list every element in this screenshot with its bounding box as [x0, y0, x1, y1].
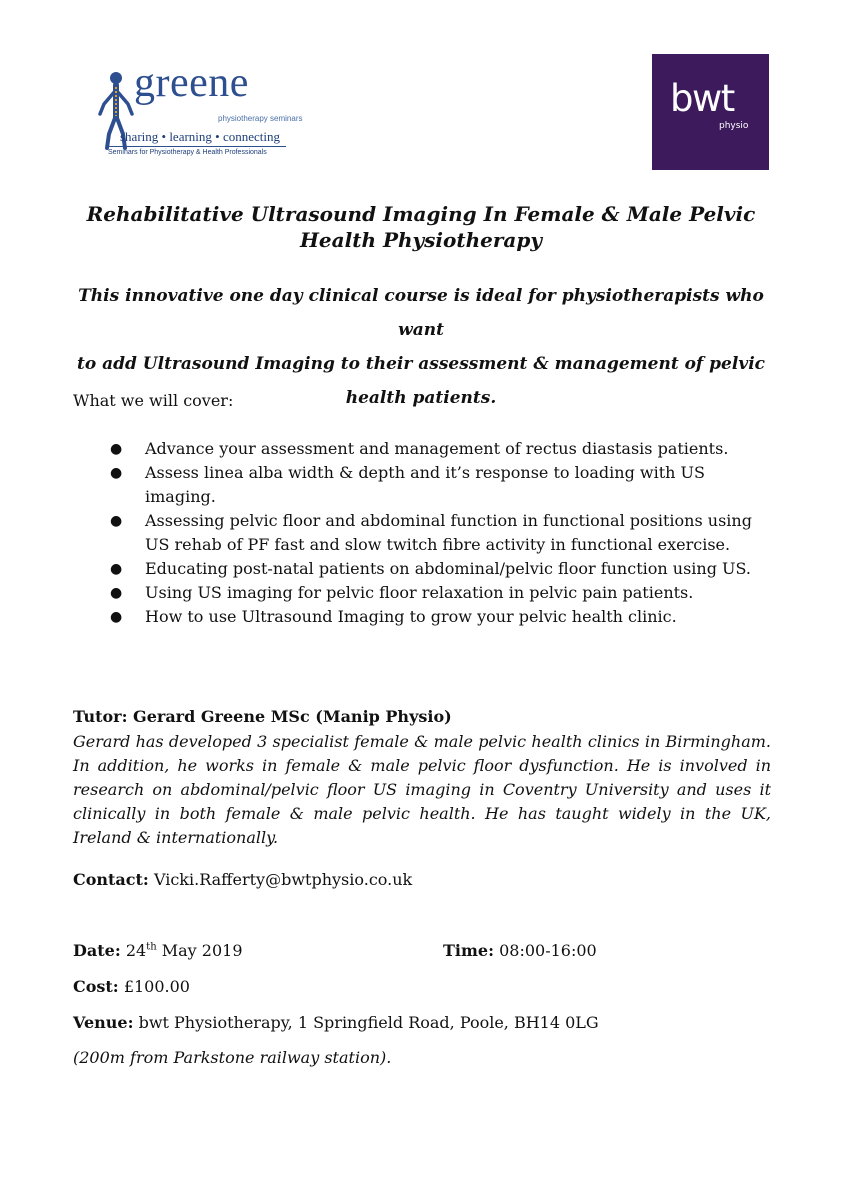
greene-subtitle: physiotherapy seminars: [218, 114, 303, 123]
cost-value: £100.00: [123, 977, 190, 996]
date-rest: May 2019: [161, 941, 243, 960]
cover-heading: What we will cover:: [73, 391, 234, 410]
bullet-icon: ●: [110, 609, 123, 625]
bullet-icon: ●: [110, 513, 123, 529]
venue-value: bwt Physiotherapy, 1 Springfield Road, Poole, BH14 0LG: [138, 1013, 599, 1032]
time-value: 08:00-16:00: [499, 941, 597, 960]
contact-email[interactable]: Vicki.Rafferty@bwtphysio.co.uk: [153, 870, 413, 889]
greene-logo: [96, 60, 303, 162]
date-line: [73, 941, 243, 960]
course-title: [60, 201, 782, 253]
greene-tagline: sharing • learning • connecting: [120, 129, 280, 144]
date-suffix: th: [146, 941, 157, 953]
list-item: ● Assessing pelvic floor and abdominal function in functional positions using US rehab of PF fast and slow twitch fibre activity in functional exercise.: [110, 511, 752, 554]
cover-list: [110, 437, 770, 629]
list-item: ● Using US imaging for pelvic floor relaxation in pelvic pain patients.: [110, 581, 770, 605]
bwt-logo: [652, 54, 769, 170]
cost-line: [73, 977, 190, 996]
time-label: Time:: [443, 941, 494, 960]
intro-line-1: This innovative one day clinical course is ideal for physiotherapists who want: [78, 286, 764, 340]
date-label: Date:: [73, 941, 121, 960]
time-line: [443, 941, 597, 960]
venue-label: Venue:: [73, 1013, 134, 1032]
date-day: 24: [125, 941, 147, 960]
tutor-heading: Tutor: Gerard Greene MSc (Manip Physio): [73, 707, 452, 726]
list-item: ● Advance your assessment and management of rectus diastasis patients.: [110, 437, 770, 461]
list-item: ● Assess linea alba width & depth and it’s response to loading with US imaging.: [110, 463, 705, 506]
bullet-icon: ●: [110, 441, 123, 457]
course-title-line-2: Health Physiotherapy: [300, 228, 542, 252]
tutor-bio: Gerard has developed 3 specialist female & male pelvic health clinics in Birmingham. In addition, he works in female & male pelvic floor dysfunction. He is involved in research on abdominal/pelvic floor US imaging in Coventry University and uses it clinically in both female & male pelvic health. He has taught widely in the UK, Ireland & internationally.: [73, 732, 771, 847]
contact-label: Contact:: [73, 870, 149, 889]
venue-note: (200m from Parkstone railway station).: [73, 1048, 392, 1067]
greene-divider: [108, 146, 286, 147]
list-item: ● How to use Ultrasound Imaging to grow your pelvic health clinic.: [110, 605, 770, 629]
bwt-subtitle: physio: [719, 121, 749, 131]
contact-line: [73, 870, 412, 889]
venue-line: [73, 1013, 599, 1032]
greene-small-text: Seminars for Physiotherapy & Health Professionals: [108, 149, 267, 156]
intro-line-3: health patients.: [345, 388, 497, 408]
cost-label: Cost:: [73, 977, 119, 996]
list-item: ● Educating post-natal patients on abdominal/pelvic floor function using US.: [110, 557, 770, 581]
intro-line-2: to add Ultrasound Imaging to their assessment & management of pelvic: [76, 354, 766, 374]
bullet-icon: ●: [110, 465, 123, 481]
bullet-icon: ●: [110, 561, 123, 577]
bullet-icon: ●: [110, 585, 123, 601]
course-title-line-1: Rehabilitative Ultrasound Imaging In Female & Male Pelvic: [86, 202, 756, 226]
bwt-wordmark: bwt: [670, 77, 734, 120]
greene-wordmark: greene: [134, 60, 249, 106]
